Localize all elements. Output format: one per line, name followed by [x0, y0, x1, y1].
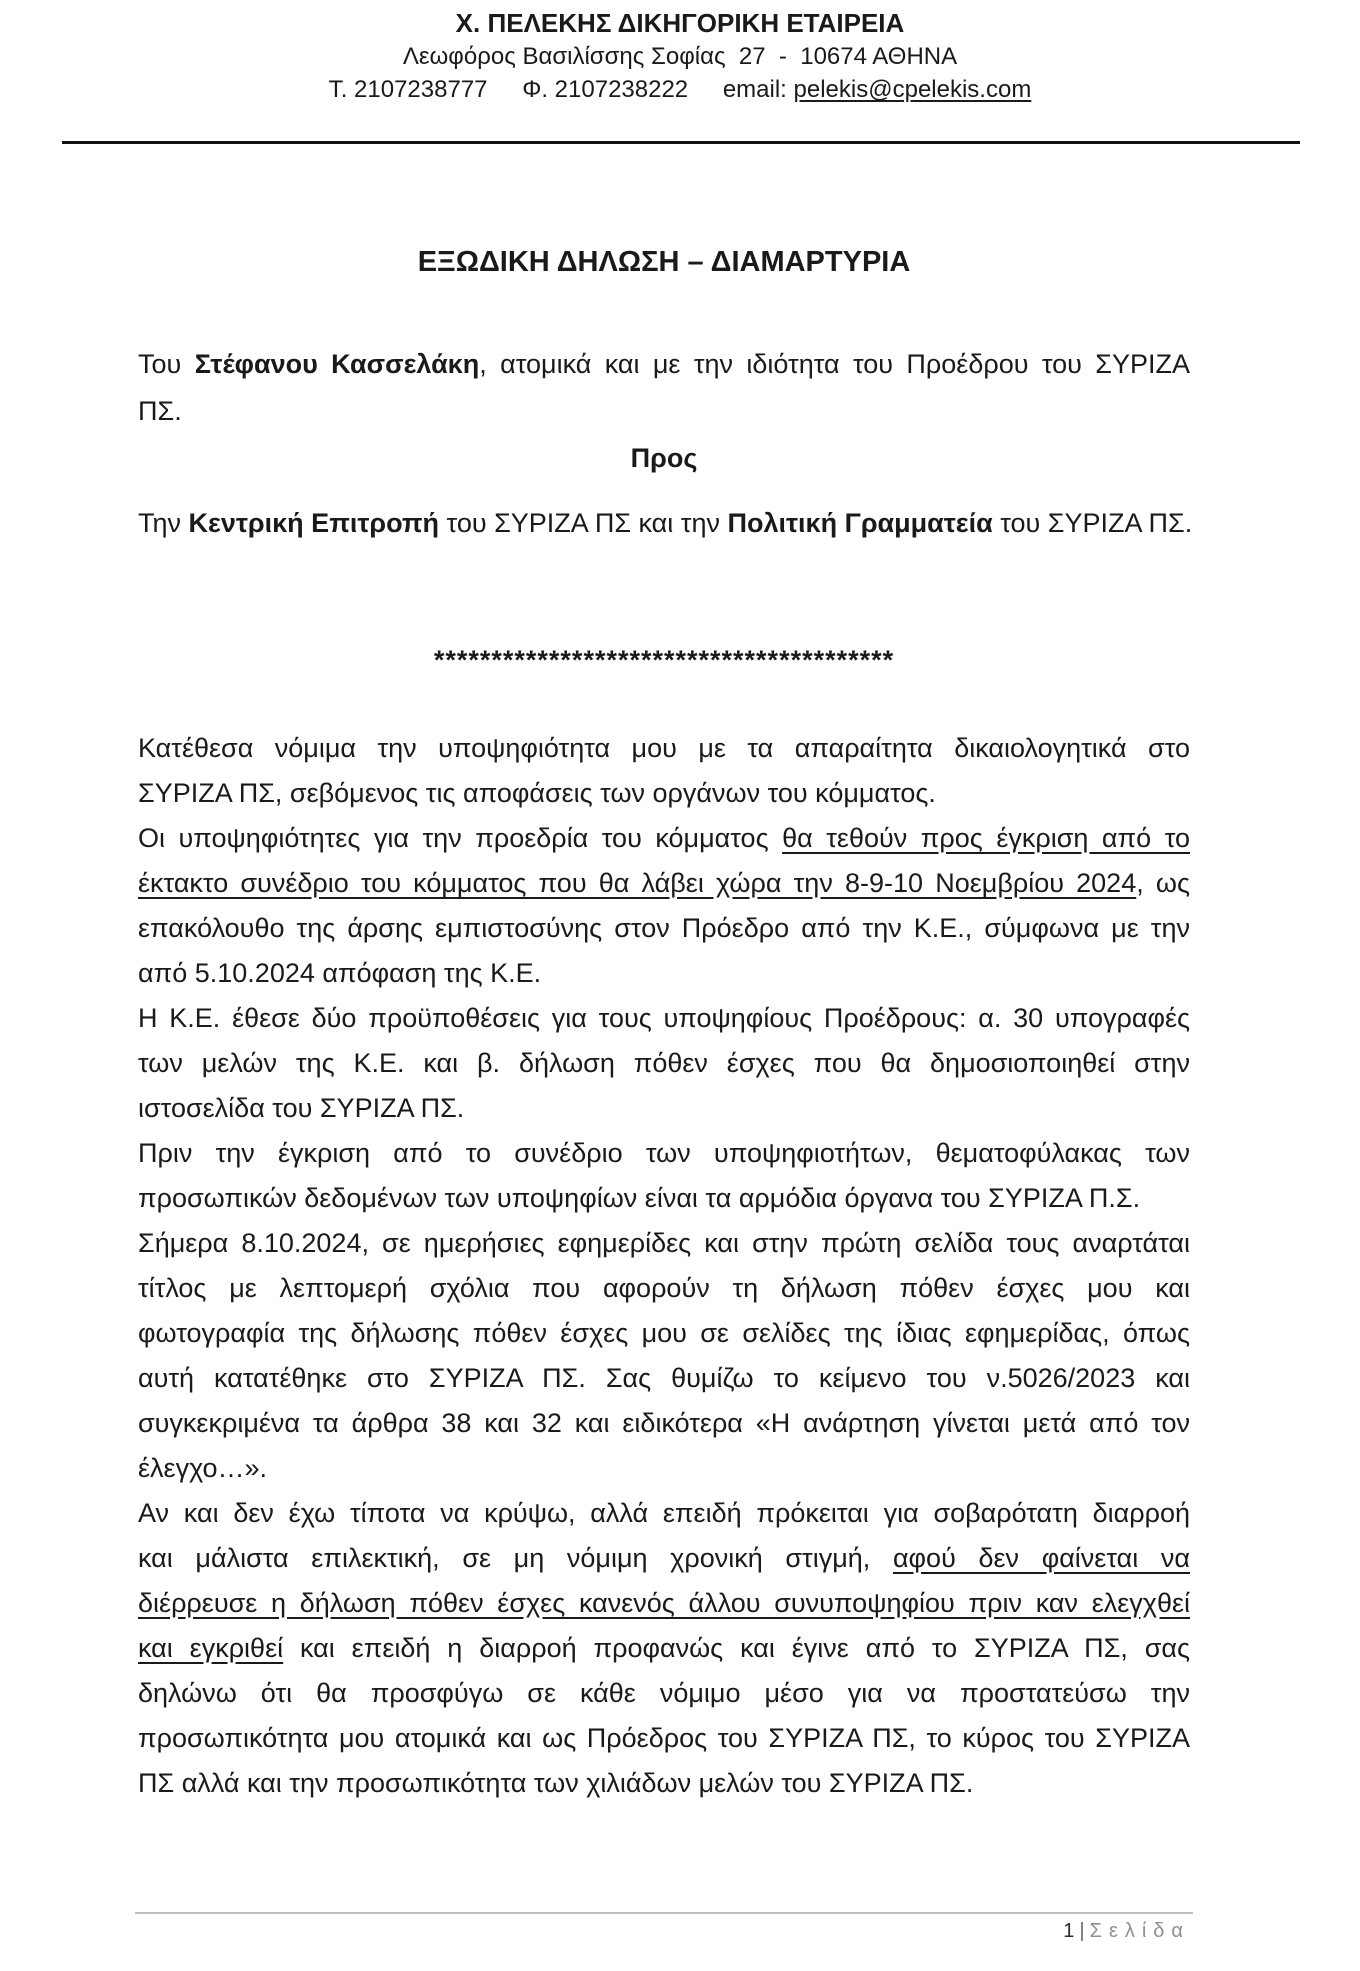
firm-name: Χ. ΠΕΛΕΚΗΣ ΔΙΚΗΓΟΡΙΚΗ ΕΤΑΙΡΕΙΑ	[455, 8, 905, 38]
text-segment: ΠΣ αλλά και την προσωπικότητα των χιλιάδων μελών του ΣΥΡΙΖΑ ΠΣ.	[138, 1768, 974, 1798]
body-line	[138, 726, 1190, 771]
text-segment: και εγκριθεί	[138, 1633, 284, 1663]
body-line	[138, 816, 1190, 861]
text-segment: Αν και δεν έχω τίποτα να κρύψω, αλλά επειδή πρόκειται για σοβαρότατη διαρροή	[138, 1498, 1190, 1528]
text-segment: Κεντρική Επιτροπή	[188, 508, 440, 538]
body-line	[138, 1041, 1190, 1086]
text-segment: των μελών της Κ.Ε. και β. δήλωση πόθεν έσχες που θα δημοσιοποιηθεί στην	[138, 1048, 1190, 1078]
text-segment: Πριν την έγκριση από το συνέδριο των υποψηφιοτήτων, θεματοφύλακας των	[138, 1138, 1190, 1168]
firm-contact	[0, 73, 1360, 106]
text-segment: επακόλουθο της άρσης εμπιστοσύνης στον Πρόεδρο από την Κ.Ε., σύμφωνα με την	[138, 913, 1190, 943]
text-segment: δηλώνω ότι θα προσφύγω σε κάθε νόμιμο μέσο για να προστατεύσω την	[138, 1678, 1190, 1708]
body-line	[138, 951, 1190, 996]
text-segment: και μάλιστα επιλεκτική, σε μη νόμιμη χρονική στιγμή,	[138, 1543, 893, 1573]
text-segment: ιστοσελίδα του ΣΥΡΙΖΑ ΠΣ.	[138, 1093, 465, 1123]
body-line	[138, 861, 1190, 906]
footer-rule	[135, 1912, 1193, 1914]
text-segment: ΠΣ.	[138, 396, 182, 426]
page-number: 1	[1063, 1920, 1075, 1942]
body-line	[138, 1311, 1190, 1356]
text-segment: τίτλος με λεπτομερή σχόλια που αφορούν τη δήλωση πόθεν έσχες μου και	[138, 1273, 1190, 1303]
email-address: pelekis@cpelekis.com	[793, 76, 1032, 103]
body-line	[138, 1131, 1190, 1176]
body-line	[138, 996, 1190, 1041]
text-segment: , ατομικά και με την ιδιότητα του Προέδρου του ΣΥΡΙΖΑ	[479, 349, 1190, 379]
body-line	[138, 1086, 1190, 1131]
firm-address: Λεωφόρος Βασιλίσσης Σοφίας 27 - 10674 ΑΘΗΝΑ	[402, 43, 958, 70]
email-label: email:	[722, 76, 787, 103]
text-segment: προσωπικών δεδομένων των υποψηφίων είναι τα αρμόδια όργανα του ΣΥΡΙΖΑ Π.Σ.	[138, 1183, 1141, 1213]
text-segment: και επειδή η διαρροή προφανώς και έγινε από το ΣΥΡΙΖΑ ΠΣ, σας	[283, 1633, 1190, 1663]
text-segment: Σήμερα 8.10.2024, σε ημερήσιες εφημερίδες και στην πρώτη σελίδα τους αναρτάται	[138, 1228, 1190, 1258]
body-line	[138, 771, 1190, 816]
text-segment: προσωπικότητα μου ατομικά και ως Πρόεδρος του ΣΥΡΙΖΑ ΠΣ, το κύρος του ΣΥΡΙΖΑ	[138, 1723, 1190, 1753]
body-line	[138, 906, 1190, 951]
body-line	[138, 1356, 1190, 1401]
text-segment: Οι υποψηφιότητες για την προεδρία του κόμματος	[138, 823, 783, 853]
text-segment: διέρρευσε η δήλωση πόθεν έσχες κανενός άλλου συνυποψηφίου πριν καν ελεγχθεί	[138, 1588, 1190, 1618]
document-title: ΕΞΩΔΙΚΗ ΔΗΛΩΣΗ – ΔΙΑΜΑΡΤΥΡΙΑ	[417, 246, 911, 278]
firm-fax: Φ. 2107238222	[522, 76, 689, 103]
asterisk-separator: ****************************************	[433, 645, 895, 675]
text-segment: φωτογραφία της δήλωσης πόθεν έσχες μου σε σελίδες της ίδιας εφημερίδας, όπως	[138, 1318, 1190, 1348]
body-line	[138, 1626, 1190, 1671]
intro-line	[138, 341, 1190, 388]
text-segment: Στέφανου Κασσελάκη	[194, 349, 480, 379]
recipient-block	[138, 500, 1193, 547]
body-line	[138, 1536, 1190, 1581]
body-line	[138, 1401, 1190, 1446]
text-segment: Του	[138, 349, 195, 379]
text-segment: έλεγχο…».	[138, 1453, 268, 1483]
letterhead	[0, 0, 1360, 106]
text-segment: Κατέθεσα νόμιμα την υποψηφιότητα μου με τα απαραίτητα δικαιολογητικά στο	[138, 733, 1190, 763]
body-line	[138, 1581, 1190, 1626]
text-segment: Η Κ.Ε. έθεσε δύο προϋποθέσεις για τους υποψηφίους Προέδρους: α. 30 υπογραφές	[138, 1003, 1190, 1033]
text-segment: θα τεθούν προς έγκριση από το	[782, 823, 1190, 853]
body-line	[138, 1176, 1190, 1221]
text-segment: έκτακτο συνέδριο του κόμματος που θα λάβει χώρα την 8-9-10 Νοεμβρίου 2024	[138, 868, 1137, 898]
body-line	[138, 1716, 1190, 1761]
body-line	[138, 1266, 1190, 1311]
text-segment: Την	[138, 508, 189, 538]
text-segment: από 5.10.2024 απόφαση της Κ.Ε.	[138, 958, 542, 988]
body-line	[138, 1446, 1190, 1491]
body-line	[138, 1491, 1190, 1536]
text-segment: , ως	[1136, 868, 1190, 898]
body-line	[138, 1671, 1190, 1716]
text-segment: αυτή κατατέθηκε στο ΣΥΡΙΖΑ ΠΣ. Σας θυμίζω το κείμενο του ν.5026/2023 και	[138, 1363, 1190, 1393]
body-line	[138, 1761, 1190, 1806]
text-segment: του ΣΥΡΙΖΑ ΠΣ και την	[439, 508, 728, 538]
body-line	[138, 1221, 1190, 1266]
recipient-line	[138, 500, 1193, 547]
footer-pipe: |	[1079, 1920, 1085, 1942]
pros-heading: Προς	[630, 443, 698, 473]
firm-email-wrap	[723, 76, 1032, 103]
text-segment: αφού δεν φαίνεται να	[892, 1543, 1190, 1573]
document-content	[138, 144, 1193, 1806]
page-footer	[138, 1920, 1190, 1943]
firm-phone: Τ. 2107238777	[328, 76, 488, 103]
intro-block	[138, 341, 1190, 435]
text-segment: Πολιτική Γραμματεία	[727, 508, 993, 538]
intro-line	[138, 388, 1190, 435]
body-block	[138, 726, 1190, 1806]
text-segment: ΣΥΡΙΖΑ ΠΣ, σεβόμενος τις αποφάσεις των οργάνων του κόμματος.	[138, 778, 936, 808]
text-segment: συγκεκριμένα τα άρθρα 38 και 32 και ειδικότερα «Η ανάρτηση γίνεται μετά από τον	[138, 1408, 1190, 1438]
text-segment: του ΣΥΡΙΖΑ ΠΣ.	[992, 508, 1193, 538]
page-label: Σελίδα	[1089, 1920, 1190, 1942]
